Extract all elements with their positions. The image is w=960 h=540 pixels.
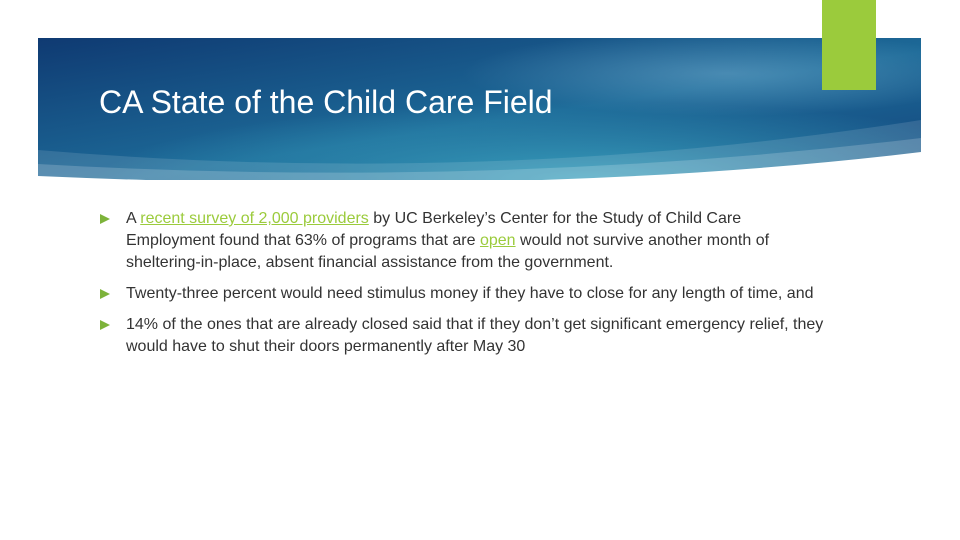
bullet-text: by UC Berkeley’s Center for the Study of Child Care Employment found that 63% of programs that are bbox=[126, 210, 742, 249]
slide-title: CA State of the Child Care Field bbox=[99, 84, 553, 120]
bullet-arrow-icon bbox=[100, 289, 110, 299]
bullet-text: A bbox=[126, 210, 141, 227]
bullet-list bbox=[100, 208, 830, 367]
survey-link[interactable]: recent survey of 2,000 providers bbox=[140, 210, 369, 227]
bullet-item bbox=[100, 283, 830, 305]
bullet-text: 14% of the ones that are already closed said that if they don’t get significant emergency relief, they would have to shut their doors permanently after May 30 bbox=[126, 316, 824, 355]
bullet-item bbox=[100, 208, 830, 274]
bullet-arrow-icon bbox=[100, 214, 110, 224]
bullet-text: would not survive another month of sheltering-in-place, absent financial assistance from the government. bbox=[126, 232, 770, 271]
bullet-text: Twenty-three percent would need stimulus money if they have to close for any length of time, and bbox=[126, 285, 814, 302]
open-link[interactable]: open bbox=[479, 232, 516, 249]
bullet-arrow-icon bbox=[100, 320, 110, 330]
accent-bar bbox=[822, 0, 876, 90]
bullet-item bbox=[100, 314, 830, 358]
